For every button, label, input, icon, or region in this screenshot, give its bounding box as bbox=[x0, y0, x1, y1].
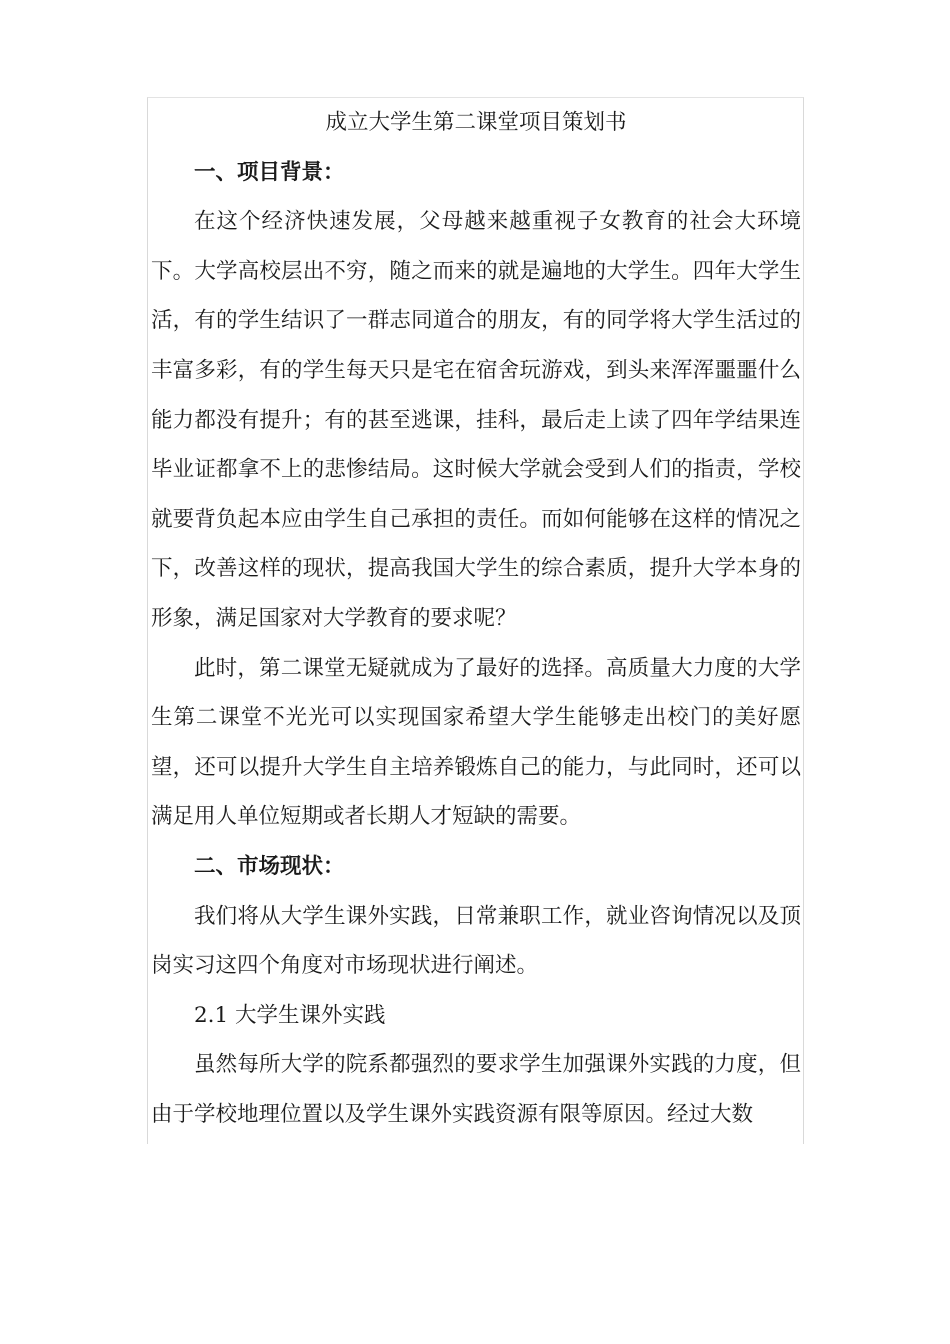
section-heading-background: 一、项目背景： bbox=[194, 159, 345, 185]
document-page bbox=[147, 97, 804, 1144]
paragraph: 此时，第二课堂无疑就成为了最好的选择。高质量大力度的大学生第二课堂不光光可以实现国家希望大学生能够走出校门的美好愿望，还可以提升大学生自主培养锻炼自己的能力，与此同时，还可以满足用人单位短期或者长期人才短缺的需要。 bbox=[151, 655, 801, 830]
document-body bbox=[151, 98, 801, 1139]
paragraph: 我们将从大学生课外实践，日常兼职工作，就业咨询情况以及顶岗实习这四个角度对市场现状进行阐述。 bbox=[151, 903, 801, 979]
document-title: 成立大学生第二课堂项目策划书 bbox=[325, 110, 627, 135]
paragraph: 虽然每所大学的院系都强烈的要求学生加强课外实践的力度，但由于学校地理位置以及学生课外实践资源有限等原因。经过大数 bbox=[151, 1052, 801, 1127]
subsection-heading: 2.1 大学生课外实践 bbox=[194, 1002, 386, 1028]
paragraph: 在这个经济快速发展，父母越来越重视子女教育的社会大环境下。大学高校层出不穷，随之而来的就是遍地的大学生。四年大学生活，有的学生结识了一群志同道合的朋友，有的同学将大学生活过的丰富多彩，有的学生每天只是宅在宿舍玩游戏，到头来浑浑噩噩什么能力都没有提升；有的甚至逃课，挂科，最后走上读了四年学结果连毕业证都拿不上的悲惨结局。这时候大学就会受到人们的指责，学校就要背负起本应由学生自己承担的责任。而如何能够在这样的情况之下，改善这样的现状，提高我国大学生的综合素质，提升大学本身的形象，满足国家对大学教育的要求呢？ bbox=[151, 209, 801, 631]
section-heading-market: 二、市场现状： bbox=[194, 853, 345, 879]
